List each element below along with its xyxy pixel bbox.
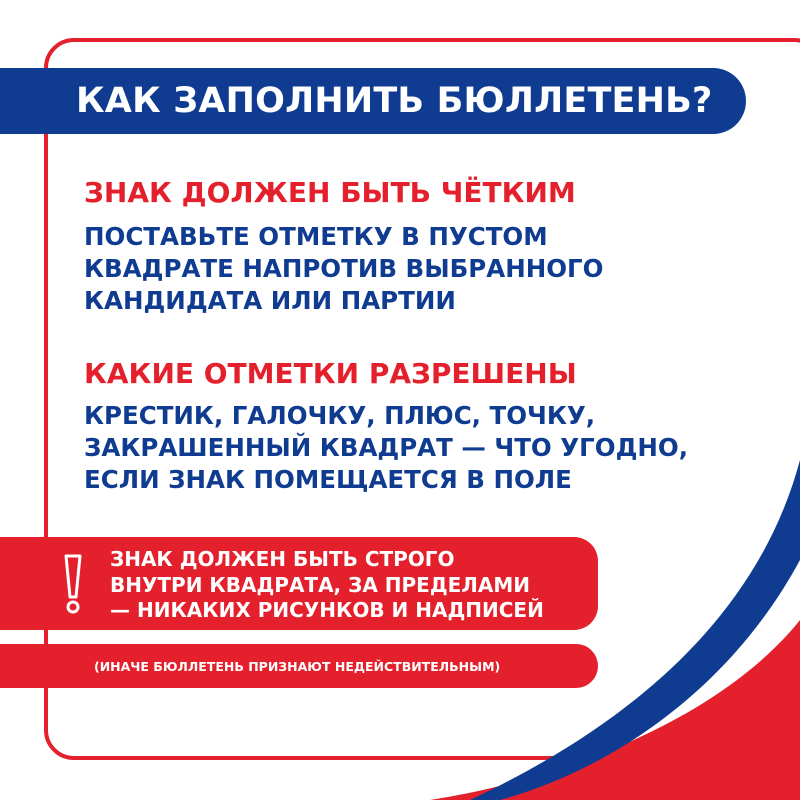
warning-line: — НИКАКИХ РИСУНКОВ И НАДПИСЕЙ: [110, 598, 544, 622]
body-line: КРЕСТИК, ГАЛОЧКУ, ПЛЮС, ТОЧКУ,: [84, 401, 596, 430]
body-line: ЕСЛИ ЗНАК ПОМЕЩАЕТСЯ В ПОЛЕ: [84, 465, 572, 494]
section-heading-allowed-marks: КАКИЕ ОТМЕТКИ РАЗРЕШЕНЫ: [84, 357, 577, 390]
body-line: ПОСТАВЬТЕ ОТМЕТКУ В ПУСТОМ: [84, 222, 548, 251]
warning-line: ВНУТРИ КВАДРАТА, ЗА ПРЕДЕЛАМИ: [110, 572, 531, 597]
section-body-clear-mark: [84, 221, 603, 317]
warning-text: [110, 547, 544, 624]
body-line: ЗАКРАШЕННЫЙ КВАДРАТ — ЧТО УГОДНО,: [84, 433, 689, 462]
note-banner: [0, 644, 598, 688]
section-body-allowed-marks: [84, 400, 688, 496]
warning-banner: [0, 537, 598, 630]
invalid-ballot-note: (ИНАЧЕ БЮЛЛЕТЕНЬ ПРИЗНАЮТ НЕДЕЙСТВИТЕЛЬНЫМ): [94, 658, 501, 674]
exclamation-icon: [62, 553, 84, 615]
warning-line: ЗНАК ДОЛЖЕН БЫТЬ СТРОГО: [110, 547, 455, 571]
page-title: КАК ЗАПОЛНИТЬ БЮЛЛЕТЕНЬ?: [76, 81, 713, 121]
section-heading-clear-mark: ЗНАК ДОЛЖЕН БЫТЬ ЧЁТКИМ: [84, 176, 576, 209]
body-line: КАНДИДАТА ИЛИ ПАРТИИ: [84, 286, 456, 315]
body-line: КВАДРАТЕ НАПРОТИВ ВЫБРАННОГО: [84, 254, 604, 283]
title-banner: [0, 68, 746, 134]
